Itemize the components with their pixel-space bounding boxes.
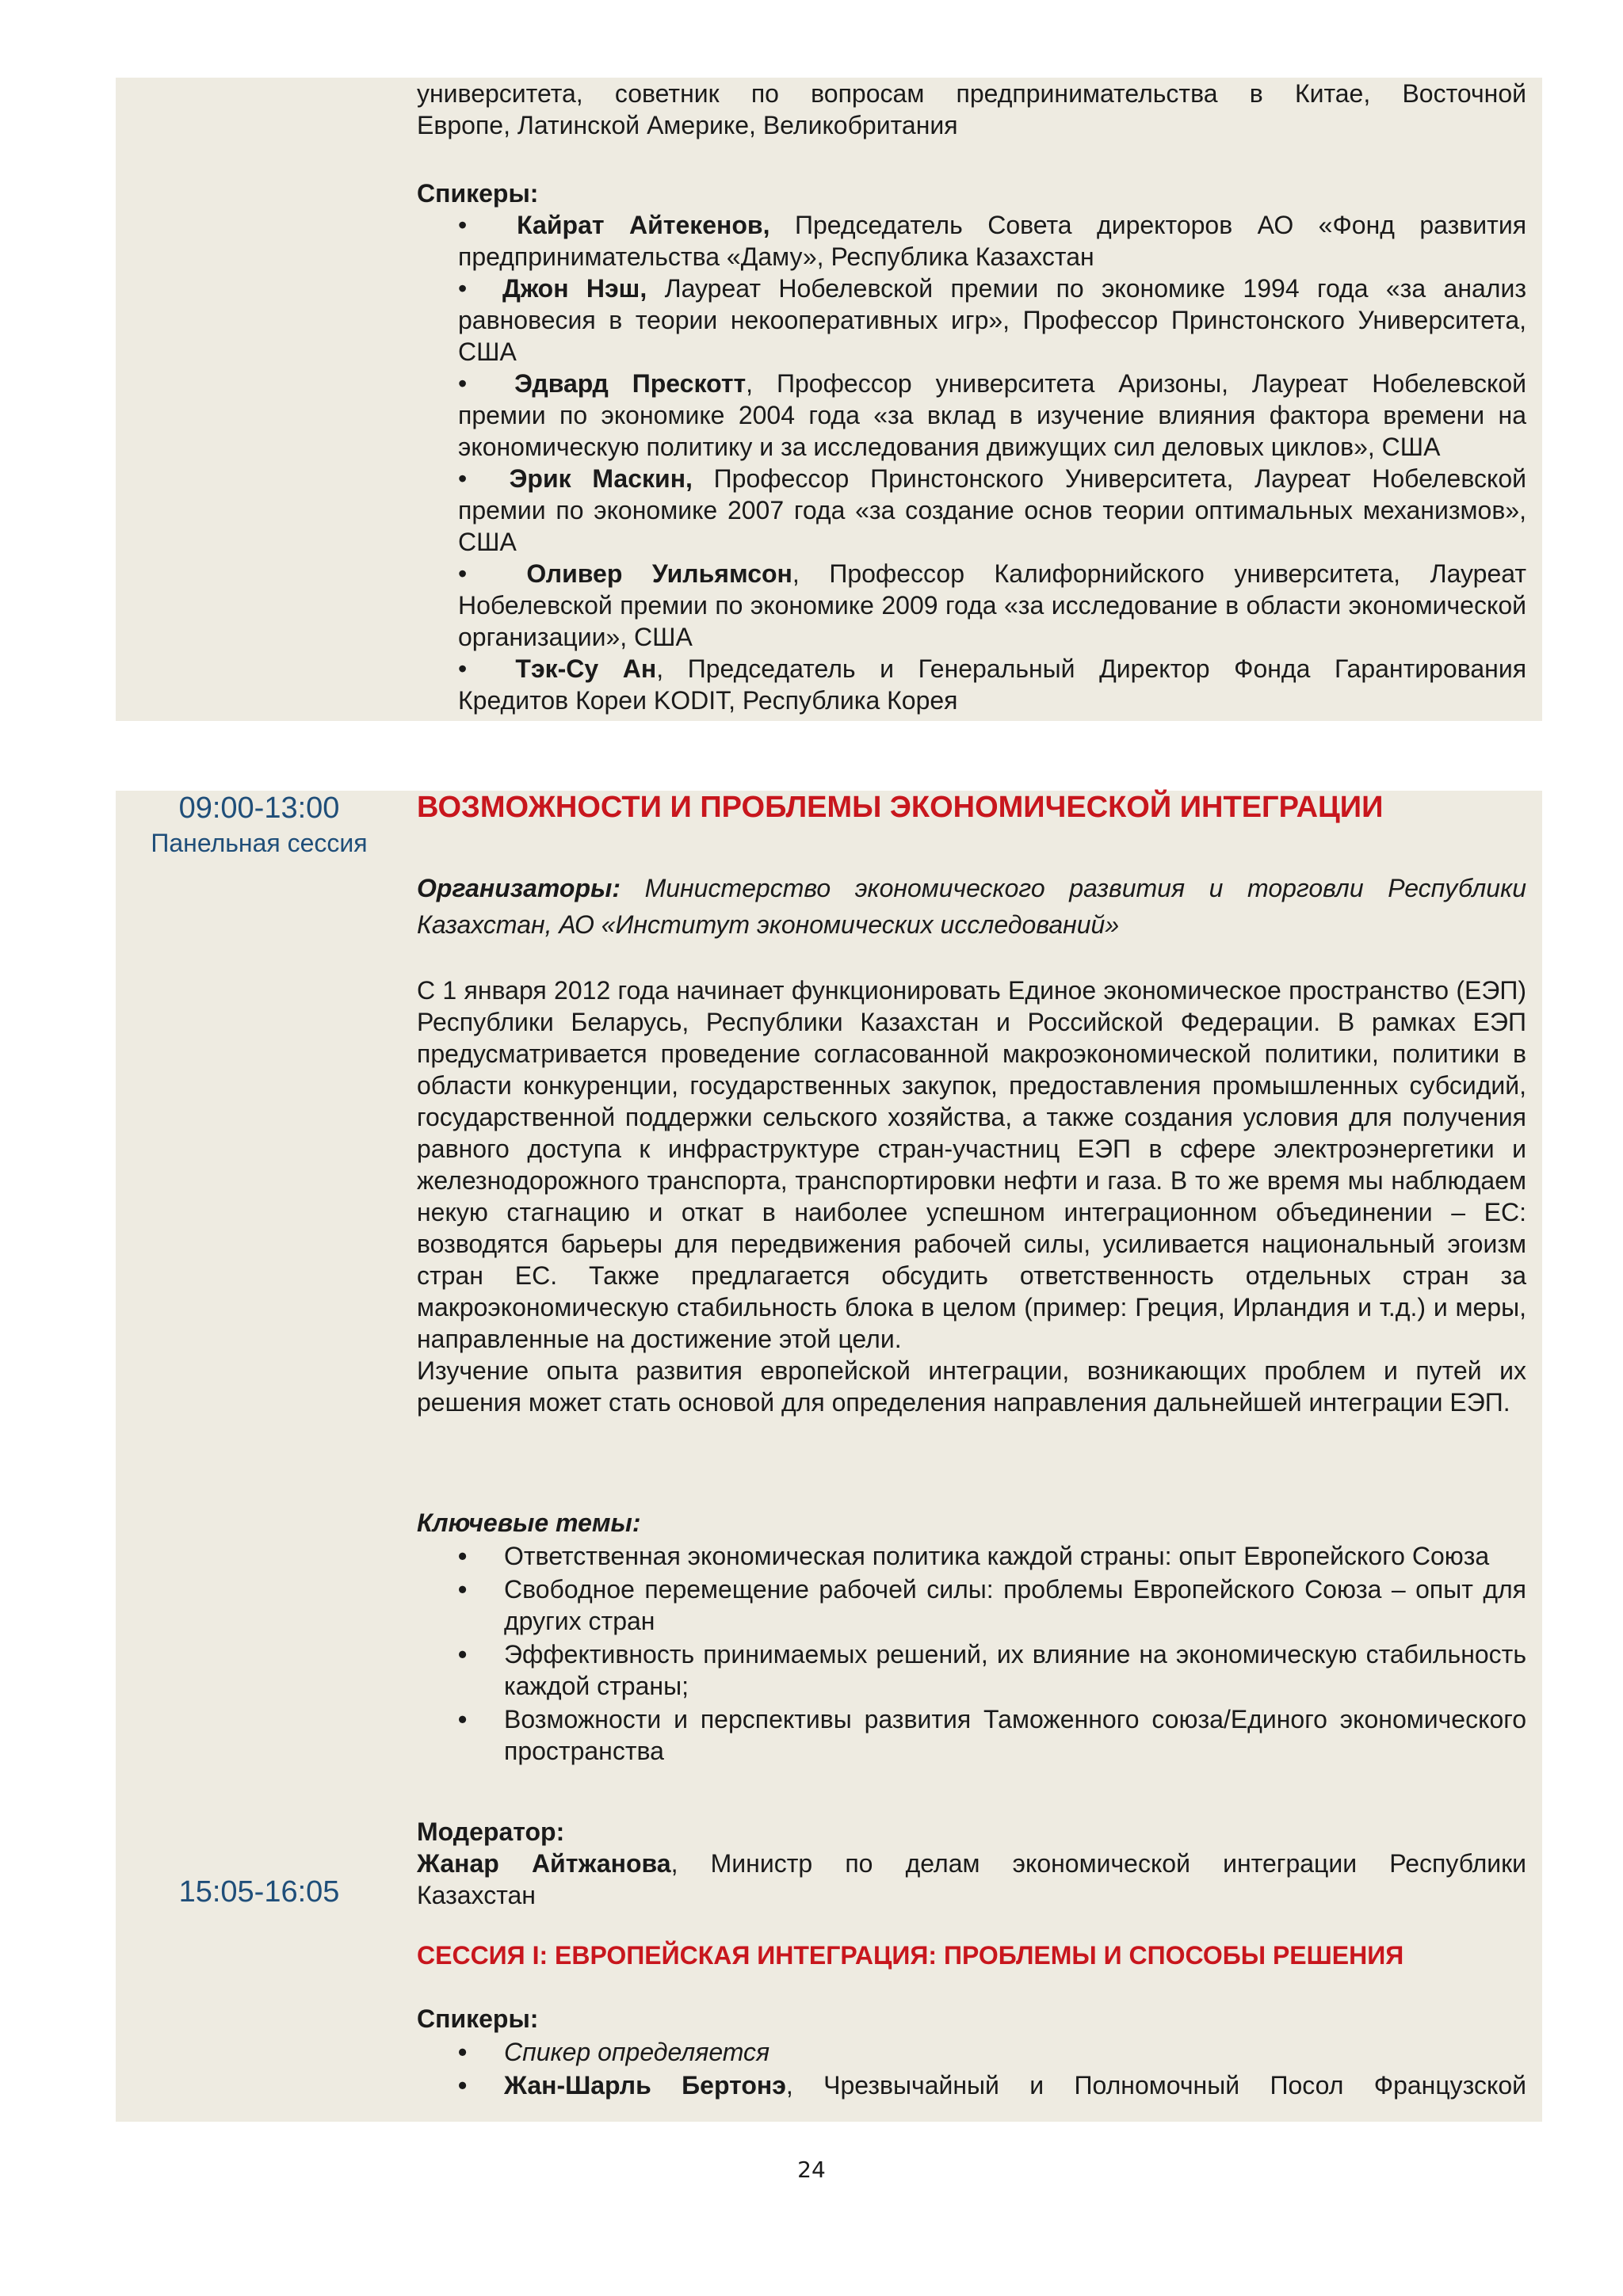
speaker-desc: равновесия в теории некооперативных игр», Профессор Принстонского Университета, США xyxy=(458,306,1526,366)
bullet-icon: • xyxy=(458,1542,468,1570)
moderator-desc: Казахстан xyxy=(417,1881,536,1909)
speaker-tbd: Спикер определяется xyxy=(504,2038,770,2066)
intro-line: Европе, Латинской Америке, Великобритания xyxy=(417,111,958,139)
topic-item xyxy=(458,1638,1526,1702)
bullet-icon: • xyxy=(458,559,527,588)
topic-text: Свободное перемещение рабочей силы: проблемы Европейского Союза – опыт для других стран xyxy=(504,1575,1526,1635)
speaker-desc: Кредитов Кореи KODIT, Республика Корея xyxy=(458,686,958,715)
organizers: Организаторы: Министерство экономического развития и торговли Республики Казахстан, АО «Институт экономических исследований» xyxy=(417,870,1526,943)
bullet-icon: • xyxy=(458,464,510,493)
topic-item xyxy=(458,1540,1526,1572)
description xyxy=(417,974,1526,1418)
speakers-heading-2: Спикеры: xyxy=(417,2004,539,2033)
description-paragraph: Изучение опыта развития европейской интеграции, возникающих проблем и путей их решения может стать основой для определения направления дальнейшей интеграции ЕЭП. xyxy=(417,1356,1526,1417)
bullet-icon: • xyxy=(458,211,517,239)
moderator-heading: Модератор: xyxy=(417,1817,565,1846)
speaker-item xyxy=(458,2036,1526,2068)
topic-text: Возможности и перспективы развития Таможенного союза/Единого экономического пространства xyxy=(504,1705,1526,1765)
topic-text: Эффективность принимаемых решений, их влияние на экономическую стабильность каждой страны; xyxy=(504,1640,1526,1700)
speaker-item: • Тэк-Су Ан, Председатель и Генеральный Директор Фонда Гарантирования Кредитов Кореи KODIT, Республика Корея xyxy=(458,654,1527,715)
speaker-item: • Кайрат Айтекенов, Председатель Совета директоров АО «Фонд развития предпринимательства «Даму», Республика Казахстан xyxy=(458,211,1527,271)
session-1-title: СЕССИЯ I: ЕВРОПЕЙСКАЯ ИНТЕГРАЦИЯ: ПРОБЛЕМЫ И СПОСОБЫ РЕШЕНИЯ xyxy=(417,1941,1404,1970)
speakers-list xyxy=(458,209,1526,716)
speaker-name: Джон Нэш, xyxy=(502,274,647,303)
speaker-desc: премии по экономике 2004 года «за вклад в изучение влияния фактора времени на экономическую политику и за исследования движущих сил деловых циклов», США xyxy=(458,401,1526,461)
bullet-icon: • xyxy=(458,2038,468,2066)
intro-text xyxy=(417,78,1526,141)
bullet-icon: • xyxy=(458,1705,468,1733)
speaker-name: Кайрат Айтекенов, xyxy=(517,211,770,239)
bullet-icon: • xyxy=(458,2071,468,2100)
page-number: 24 xyxy=(797,2157,826,2183)
speaker-item: • Эдвард Прескотт, Профессор университета Аризоны, Лауреат Нобелевской премии по экономике 2004 года «за вклад в изучение влияния фактора времени на экономическую политику и за исследования движущих сил деловых циклов», США xyxy=(458,369,1527,461)
key-topics-list xyxy=(458,1540,1526,1767)
speaker-name: Жан-Шарль Бертонэ xyxy=(504,2071,786,2100)
intro-line: университета, советник по вопросам предпринимательства в Китае, Восточной xyxy=(417,79,1526,108)
speaker-item: • Джон Нэш, Лауреат Нобелевской премии по экономике 1994 года «за анализ равновесия в теории некооперативных игр», Профессор Принстонского Университета, США xyxy=(458,274,1527,366)
speaker-desc: предпринимательства «Даму», Республика Казахстан xyxy=(458,242,1094,271)
moderator-name: Жанар Айтжанова xyxy=(417,1849,671,1878)
speaker-desc: премии по экономике 2007 года «за создание основ теории оптимальных механизмов», США xyxy=(458,496,1526,556)
topic-item xyxy=(458,1703,1526,1767)
moderator: Жанар Айтжанова, Министр по делам экономической интеграции Республики Казахстан xyxy=(417,1849,1527,1909)
speaker-name: Тэк-Су Ан xyxy=(515,654,657,683)
speakers-heading: Спикеры: xyxy=(417,179,539,208)
organizers-line: Казахстан, АО «Институт экономических исследований» xyxy=(417,910,1120,939)
bullet-icon: • xyxy=(458,369,515,398)
topic-text: Ответственная экономическая политика каждой страны: опыт Европейского Союза xyxy=(504,1542,1490,1570)
bullet-icon: • xyxy=(458,274,502,303)
speaker-name: Эрик Маскин, xyxy=(509,464,693,493)
session-time: 09:00-13:00 xyxy=(178,791,340,825)
speakers-list-2 xyxy=(458,2036,1526,2101)
speaker-desc: Нобелевской премии по экономике 2009 года «за исследование в области экономической организации», США xyxy=(458,591,1526,651)
topic-item xyxy=(458,1573,1526,1637)
session-type: Панельная сессия xyxy=(151,829,368,857)
speaker-item: • Оливер Уильямсон, Профессор Калифорнийского университета, Лауреат Нобелевской премии по экономике 2009 года «за исследование в области экономической организации», США xyxy=(458,559,1527,651)
speaker-item: • Жан-Шарль Бертонэ, Чрезвычайный и Полномочный Посол Французской xyxy=(458,2071,1527,2100)
bullet-icon: • xyxy=(458,1575,468,1604)
session-time-2: 15:05-16:05 xyxy=(178,1875,340,1909)
organizers-label: Организаторы: xyxy=(417,874,621,902)
speaker-item: • Эрик Маскин, Профессор Принстонского Университета, Лауреат Нобелевской премии по экономике 2007 года «за создание основ теории оптимальных механизмов», США xyxy=(458,464,1527,556)
bullet-icon: • xyxy=(458,654,516,683)
bullet-icon: • xyxy=(458,1640,468,1669)
speaker-name: Эдвард Прескотт xyxy=(514,369,747,398)
session-title: ВОЗМОЖНОСТИ И ПРОБЛЕМЫ ЭКОНОМИЧЕСКОЙ ИНТЕГРАЦИИ xyxy=(417,791,1384,824)
speaker-name: Оливер Уильямсон xyxy=(526,559,792,588)
key-topics-heading: Ключевые темы: xyxy=(417,1508,641,1537)
description-paragraph: С 1 января 2012 года начинает функционировать Единое экономическое пространство (ЕЭП) Республики Беларусь, Республики Казахстан и Российской Федерации. В рамках ЕЭП предусматривается проведение согласованной макроэкономической политики, политики в области конкуренции, государственных закупок, предоставления промышленных субсидий, государственной поддержки сельского хозяйства, а также создания условия для получения равного доступа к инфраструктуре стран-участниц ЕЭП в сфере электроэнергетики и железнодорожного транспорта, транспортировки нефти и газа. В то же время мы наблюдаем некую стагнацию и откат в наиболее успешном интеграционном объединении – ЕС: возводятся барьеры для передвижения рабочей силы, усиливается национальный эгоизм стран ЕС. Также предлагается обсудить ответственность отдельных стран за макроэкономическую стабильность блока в целом (пример: Греция, Ирландия и т.д.) и меры, направленные на достижение этой цели. xyxy=(417,976,1526,1353)
